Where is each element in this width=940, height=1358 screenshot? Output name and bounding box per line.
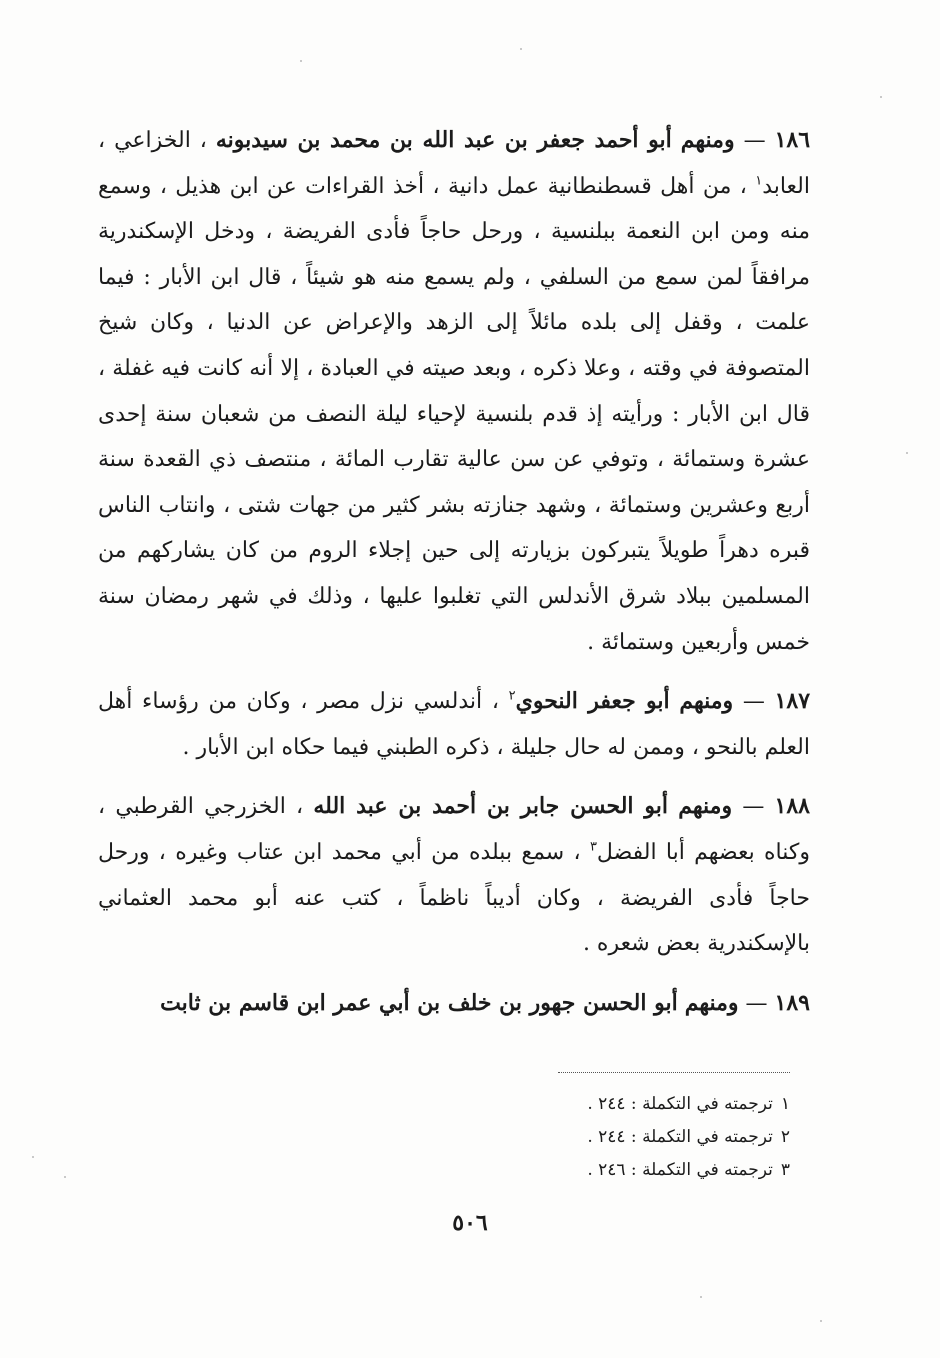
- footnote-separator: [558, 1072, 790, 1073]
- entry-189: [98, 981, 810, 1027]
- entry-text: ، سمع ببلده من أبي محمد ابن عتاب وغيره ، ورحل حاجاً فأدى الفريضة ، وكان أديباً ناظماً ، كتب عنه أبو محمد العثماني بالإسكندرية بعض شعره .: [98, 839, 810, 957]
- entry-lead: ومنهم: [678, 793, 733, 820]
- footnote-text: ترجمته في التكملة : ٢٤٦ .: [587, 1160, 773, 1180]
- footnote-marker: ٢: [508, 688, 516, 704]
- scan-speck: [32, 1156, 34, 1158]
- footnote-text: ترجمته في التكملة : ٢٤٤ .: [587, 1127, 773, 1147]
- footnote-text: ترجمته في التكملة : ٢٤٤ .: [587, 1094, 773, 1114]
- page-number: ٥٠٦: [452, 1210, 488, 1236]
- scan-speck: [700, 1296, 702, 1298]
- entry-text-start: ، الخزاعي ، العابد: [98, 128, 810, 199]
- footnote-marker: ٣: [589, 839, 597, 855]
- entry-name: أبو الحسن جهور بن خلف بن أبي عمر ابن قاسم بن ثابت: [160, 989, 678, 1016]
- scan-speck: [906, 452, 908, 454]
- footnote-2: [470, 1121, 790, 1154]
- entry-number: ١٨٦: [774, 127, 811, 153]
- footnote-number: ٢: [780, 1127, 790, 1147]
- footnote-number: ٣: [780, 1160, 790, 1180]
- footnote-number: ١: [780, 1094, 790, 1114]
- entry-name: أبو أحمد جعفر بن عبد الله بن محمد بن سيدبونه: [215, 127, 672, 153]
- entry-187: [98, 679, 810, 770]
- scan-speck: [820, 1320, 822, 1322]
- footnote-3: [470, 1154, 790, 1187]
- entry-name: أبو الحسن جابر بن أحمد بن عبد الله: [313, 793, 669, 820]
- scan-speck: [880, 96, 882, 98]
- entry-text-start: ، الخزرجي القرطبي ، وكناه بعضهم أبا الفضل: [98, 794, 810, 865]
- footnote-marker: ١: [755, 173, 763, 189]
- entry-lead: ومنهم: [684, 989, 739, 1016]
- entry-text: ، من أهل قسطنطانية عمل دانية ، أخذ القراءات عن ابن هذيل ، وسمع منه ومن ابن النعمة ببلنسية ، ورحل حاجاً فأدى الفريضة ، ودخل الإسكندرية مرافقاً لمن سمع من السلفي ، ولم يسمع منه هو شيئاً ، قال ابن الأبار : فيما علمت ، وقفل إلى بلده مائلاً إلى الزهد والإعراض عن الدنيا ، وكان شيخ المتصوفة في وقته ، وعلا ذكره ، وبعد صيته في العبادة ، إلا أنه كانت فيه غفلة ، قال ابن الأبار : ورأيته إذ قدم بلنسية لإحياء ليلة النصف من شعبان سنة إحدى عشرة وستمائة ، وتوفي عن سن عالية تقارب المائة ، منتصف ذي القعدة سنة أربع وعشرين وستمائة ، وشهد جنازته بشر كثير من جهات شتى ، وانتاب الناس قبره دهراً طويلاً يتبركون بزيارته إلى حين إجلاء الروم من كان يشاركهم من المسلمين ببلاد شرق الأندلس التي تغلبوا عليها ، وذلك في شهر رمضان سنة خمس وأربعين وستمائة .: [98, 173, 810, 655]
- entry-text: ، أندلسي نزل مصر ، وكان من رؤساء أهل العلم بالنحو ، وممن له حال جليلة ، ذكره الطبني فيما حكاه ابن الأبار .: [98, 689, 810, 760]
- entry-dash: —: [745, 990, 768, 1016]
- entry-lead: ومنهم: [680, 127, 735, 153]
- scan-speck: [520, 48, 522, 50]
- scan-speck: [64, 1176, 66, 1178]
- scan-speck: [300, 60, 302, 62]
- entry-188: [98, 784, 810, 966]
- footnote-1: [470, 1088, 790, 1121]
- entry-name: أبو جعفر النحوي: [515, 688, 670, 715]
- main-text: [98, 118, 810, 1026]
- entry-186: [98, 118, 810, 665]
- entry-dash: —: [743, 128, 766, 153]
- entry-dash: —: [742, 689, 765, 715]
- entry-number: ١٨٩: [774, 989, 810, 1016]
- footnotes: [470, 1088, 790, 1187]
- entry-lead: ومنهم: [679, 688, 734, 715]
- entry-dash: —: [742, 794, 765, 820]
- entry-number: ١٨٧: [774, 688, 811, 715]
- entry-number: ١٨٨: [774, 793, 810, 820]
